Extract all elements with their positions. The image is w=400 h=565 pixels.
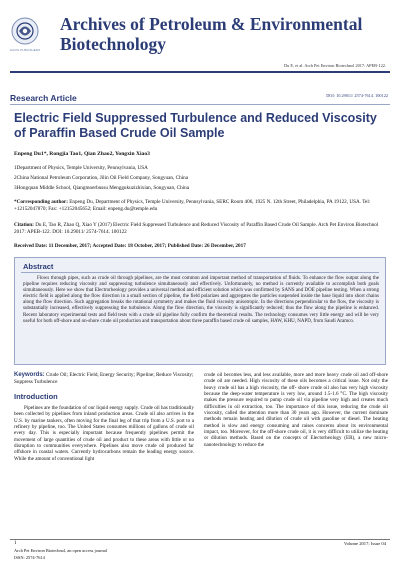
left-column (14, 372, 194, 462)
publication-dates: Received Date: 11 December, 2017; Accepted Date: 18 October, 2017; Published Date: 26 December, 2017 (14, 243, 246, 249)
citation-short: Du E, et al. Arch Pet Environ Biotechnol 2017: APEB-122. (284, 63, 386, 68)
body-text: crude oil becomes less, and less available, more and more heavy crude oil and off-shore crude oil are needed. High viscosity of these oils becomes a critical issue. Not only the heavy crude oil has a high viscosity, the off- shore crude oil also has very high viscosity because the deep-water temperature is very low, around 1.5-1.6 °C. The high viscosity makes the pressure required to pump crude oil via pipeline very high and creates much difficulties in oil extraction, too. The importance of this issue, reducing the crude oil viscosity, called the attention more than 30 years ago. However, the current dominate methods remain heating and dilution of crude oil with gasoline or diesel. The heating method is slow and energy consuming and raises concerns about its environmental impact, too. Moreover, for the off-shore crude oil, it is very difficult to utilize the heating or dilution methods. Based on the concepts of Electorheology (ER), a new micro-nanotechnology to reduce the (204, 372, 388, 448)
affiliation-1: 1Department of Physics, Temple University, Pennsylvania, USA (14, 165, 148, 171)
citation-label: Citation: (14, 222, 34, 228)
footer-divider (10, 539, 390, 540)
affiliation-3: 3Hongquan Middle School, Qiangmoerbussu Menggukuzizhixian, Songyuan, China (14, 185, 190, 191)
article-type: Research Article (10, 93, 77, 103)
logo-caption: GAVIN PUBLISHERS (9, 48, 41, 52)
publisher-logo-icon (10, 16, 40, 46)
page-number: 1 (14, 541, 17, 546)
citation-block (14, 222, 388, 235)
abstract-box (14, 257, 386, 365)
journal-title: Archives of Petroleum & Environmental Biotechnology (60, 14, 363, 54)
header-divider (10, 71, 390, 73)
introduction-heading: Introduction (14, 392, 58, 401)
author-list: Enpeng Du1*, Rongjia Tao1, Qian Zhao2, Yongxin Xiao3 (14, 151, 150, 157)
affiliation-2: 2China National Petroleum Corporation, Jilin Oil Field Company, Songyuan, China (14, 175, 189, 181)
article-title: Electric Field Suppressed Turbulence and Reduced Viscosity of Paraffin Based Crude Oil Sample (14, 111, 377, 140)
keywords (14, 372, 194, 385)
keywords-label: Keywords: (14, 372, 45, 378)
corresponding-label: *Corresponding author: (14, 199, 68, 205)
corresponding-text: Enpeng Du, Department of Physics, Temple University, Pennsylvania, SERC Room 406, 1925 N. 12th Street, Philadelphia, PA 19122, USA. Tel: +12152047870; Fax: +12152045652; Email: enpeng.du@temple.edu (14, 199, 371, 212)
corresponding-author (14, 199, 388, 212)
journal-header (0, 0, 400, 84)
abstract-heading: Abstract (23, 262, 54, 271)
citation-text: Du E, Tao R, Zhao Q, Xiao Y (2017) Electric Field Suppressed Turbulence and Reduced Viscosity of Paraffin Based Crude Oil Sample. Arch Pet Environ Biotechnol 2017: APEB-122. DOI: 10.29011/ 2574-7614. 100122 (14, 222, 379, 235)
section-divider (10, 104, 390, 105)
abstract-text: Flows through pipes, such as crude oil through pipelines, are the most common and important method of transportation of fluids. To enhance the flow output along the pipeline requires reducing viscosity and suppressing turbulence simultaneously and effectively. Unfortunately, no method is currently available to accomplish both goals simultaneously. Here we show that Electrorheology provides a universal method and efficient solution which was confirmed by SANS and DOE pipeline testing. When a strong electric field is applied along the flow direction in a small section of pipeline, the field polarizes and aggregates the particles suspended inside the base liquid into short chains along the flow direction. Such aggregation breaks the rotational symmetry and makes the fluid viscosity anisotropic. In the directions perpendicular to the flow, the viscosity is substantially increased, effectively suppressing the turbulence. Along the flow direction, the viscosity is significantly reduced; thus the flow along the pipeline is enhanced. Recent laboratory experimental tests and field tests with a crude oil pipeline fully confirm the theoretical results. The technology consumes very little energy and will be very useful for both off-shore and on-shore crude oil production and transportation about three paraffin based crude oil samples, HAW, KHU, NAPD, from Saudi Aramco. (23, 276, 379, 324)
footer-volume: Volume 2017; Issue 04 (343, 541, 386, 546)
introduction-text: Pipelines are the foundation of our liquid energy supply. Crude oil has traditionally been collected by pipelines from inland production areas. Crude oil also arrives in the U.S. by marine tankers, often moving for the final leg of that trip from a U.S. port to a refinery by pipeline, too. The United States consumes millions of gallons of crude oil every day. This is especially important because frequently pipelines permit the movement of large quantities of crude oil and product to these areas with little or no disruption to communities everywhere. Pipelines also move crude oil produced far offshore in coastal waters. Currently hydrocarbons remain the leading energy source. While the amount of conventional light (14, 405, 194, 462)
footer-journal: Arch Pet Environ Biotechnol, an open access journal (14, 548, 107, 553)
abstract-divider (21, 272, 379, 273)
right-column (204, 372, 388, 448)
footer-issn: ISSN: 2574-7614 (14, 555, 45, 560)
keywords-text: Crude Oil; Electric Field, Energy Security; Pipeline; Reduce Viscosity; Suppress Turbulence (14, 372, 194, 385)
doi-link[interactable]: DOI: 10.29011/ 2574-7614. 100122 (326, 93, 388, 98)
